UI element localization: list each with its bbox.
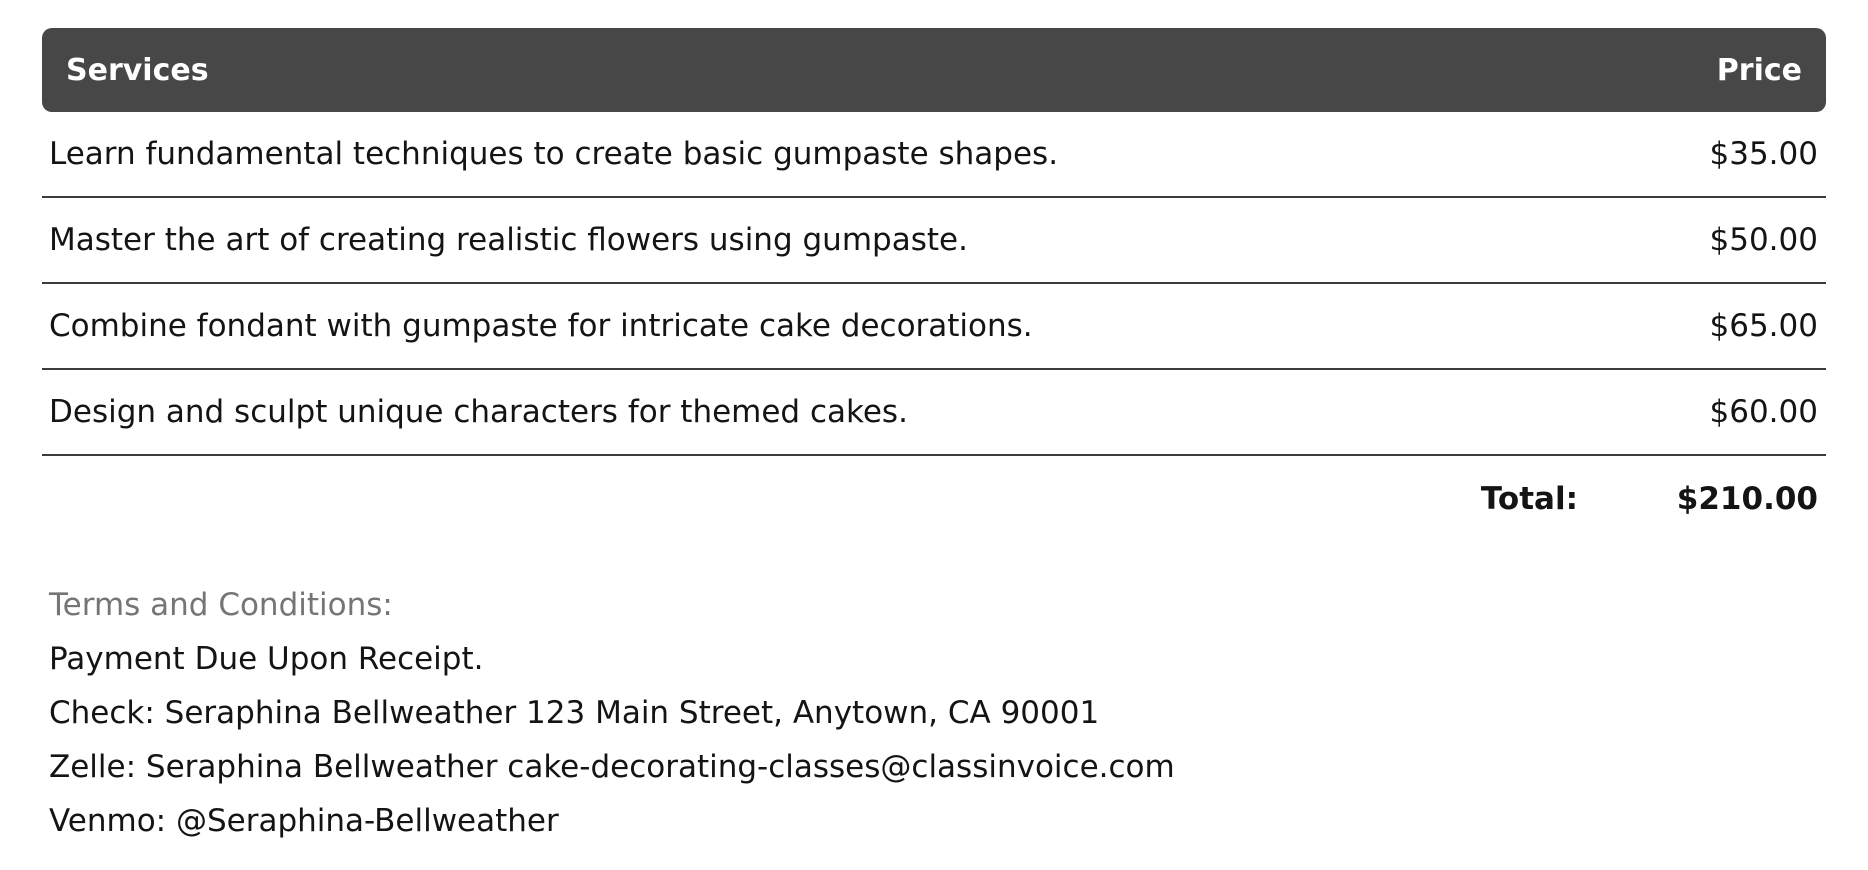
terms-line-payment: Payment Due Upon Receipt.: [49, 641, 484, 677]
table-header: [42, 28, 1826, 112]
table-row: [42, 370, 1826, 456]
service-description: Learn fundamental techniques to create basic gumpaste shapes.: [49, 136, 1059, 172]
terms-line-zelle: Zelle: Seraphina Bellweather cake-decorating-classes@classinvoice.com: [49, 749, 1175, 785]
terms-section: [42, 578, 1826, 848]
service-price: $50.00: [1709, 222, 1818, 258]
service-description: Combine fondant with gumpaste for intricate cake decorations.: [49, 308, 1033, 344]
total-row: [42, 456, 1826, 542]
table-row: [42, 112, 1826, 198]
services-table: [42, 28, 1826, 542]
services-column-header: Services: [66, 52, 209, 88]
price-column-header: Price: [1716, 52, 1802, 88]
terms-heading: Terms and Conditions:: [49, 587, 393, 623]
terms-line-check: Check: Seraphina Bellweather 123 Main Street, Anytown, CA 90001: [49, 695, 1100, 731]
service-description: Master the art of creating realistic flowers using gumpaste.: [49, 222, 968, 258]
table-row: [42, 198, 1826, 284]
service-price: $60.00: [1709, 394, 1818, 430]
total-amount: $210.00: [1676, 481, 1818, 517]
total-label: Total:: [1480, 481, 1578, 517]
terms-line-venmo: Venmo: @Seraphina-Bellweather: [49, 803, 559, 839]
service-description: Design and sculpt unique characters for themed cakes.: [49, 394, 908, 430]
service-price: $65.00: [1709, 308, 1818, 344]
table-row: [42, 284, 1826, 370]
service-price: $35.00: [1709, 136, 1818, 172]
